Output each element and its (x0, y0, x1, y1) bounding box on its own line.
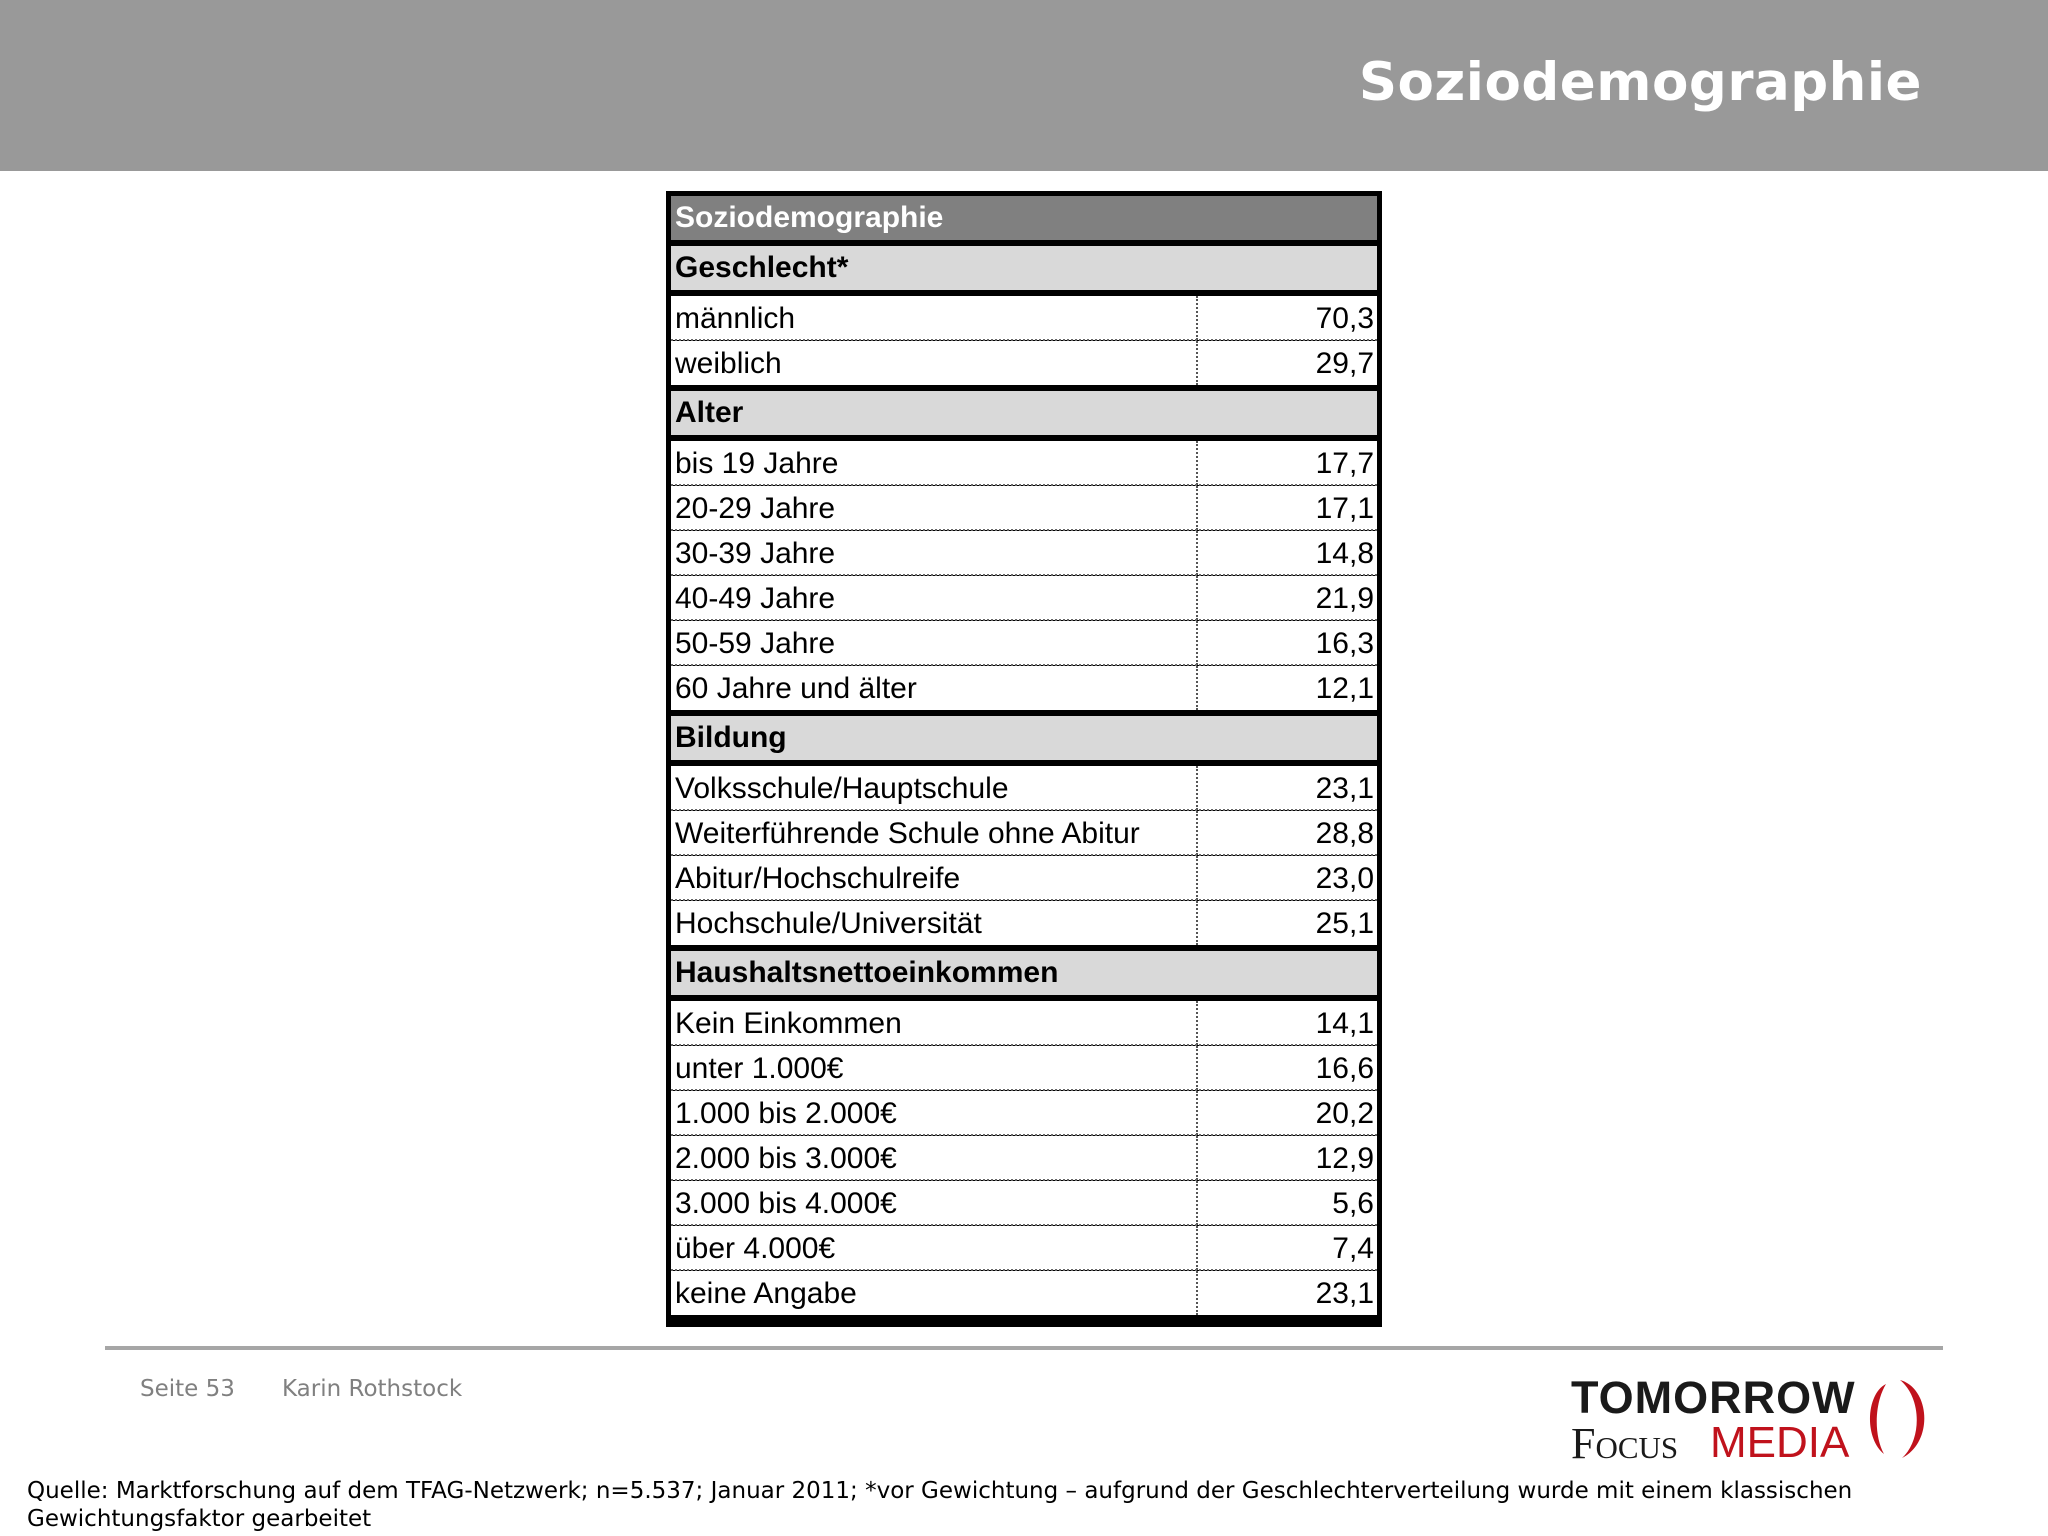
column-divider (1196, 766, 1198, 810)
row-value: 29,7 (1315, 347, 1374, 380)
author-name: Karin Rothstock (282, 1376, 463, 1402)
section-heading: Haushaltsnettoeinkommen (671, 951, 1377, 995)
row-divider (671, 1089, 1377, 1091)
row-label: Hochschule/Universität (675, 907, 982, 940)
logo-text-media: MEDIA (1710, 1418, 1850, 1467)
row-value: 21,9 (1315, 582, 1374, 615)
row-label: 60 Jahre und älter (675, 672, 917, 705)
row-divider (671, 854, 1377, 856)
table-row (671, 341, 1377, 385)
row-value: 23,0 (1315, 862, 1374, 895)
row-divider (671, 619, 1377, 621)
row-value: 14,8 (1315, 537, 1374, 570)
row-divider (671, 529, 1377, 531)
column-divider (1196, 576, 1198, 620)
table-row (671, 1136, 1377, 1180)
column-divider (1196, 1181, 1198, 1225)
row-divider (671, 1134, 1377, 1136)
row-value: 28,8 (1315, 817, 1374, 850)
row-label: 30-39 Jahre (675, 537, 836, 570)
sociodemographic-table (666, 191, 1382, 1327)
row-label: Kein Einkommen (675, 1007, 902, 1040)
table-row (671, 811, 1377, 855)
table-row (671, 486, 1377, 530)
row-value: 7,4 (1332, 1232, 1374, 1265)
row-value: 16,6 (1315, 1052, 1374, 1085)
row-divider (671, 1044, 1377, 1046)
table-row (671, 1271, 1377, 1315)
table-row (671, 1046, 1377, 1090)
row-value: 5,6 (1332, 1187, 1374, 1220)
row-divider (671, 899, 1377, 901)
logo-text-focus: Focus (1571, 1419, 1679, 1468)
logo-text-tomorrow: TOMORROW (1571, 1372, 1856, 1423)
row-divider (671, 1269, 1377, 1271)
column-divider (1196, 1271, 1198, 1315)
column-divider (1196, 1001, 1198, 1045)
column-divider (1196, 486, 1198, 530)
section-heading: Bildung (671, 716, 1377, 760)
page-number: Seite 53 (140, 1376, 235, 1402)
row-label: Weiterführende Schule ohne Abitur (675, 817, 1140, 850)
row-divider (671, 574, 1377, 576)
row-label: 40-49 Jahre (675, 582, 836, 615)
row-divider (671, 1179, 1377, 1181)
table-row (671, 666, 1377, 710)
table-row (671, 1001, 1377, 1045)
row-divider (671, 664, 1377, 666)
table-row (671, 766, 1377, 810)
row-label: 50-59 Jahre (675, 627, 836, 660)
table-row (671, 1226, 1377, 1270)
row-value: 23,1 (1315, 1277, 1374, 1310)
column-divider (1196, 901, 1198, 945)
table-row (671, 856, 1377, 900)
column-divider (1196, 856, 1198, 900)
column-divider (1196, 811, 1198, 855)
page-title: Soziodemographie (1358, 52, 1922, 113)
column-divider (1196, 441, 1198, 485)
source-note: Quelle: Marktforschung auf dem TFAG-Netzwerk; n=5.537; Januar 2011; *vor Gewichtung – aufgrund der Geschlechterverteilung wurde mit einem klassischen Gewichtungsfaktor gearbeitet (27, 1478, 1853, 1532)
row-label: unter 1.000€ (675, 1052, 844, 1085)
row-value: 20,2 (1315, 1097, 1374, 1130)
section-heading: Geschlecht* (671, 246, 1377, 290)
row-label: bis 19 Jahre (675, 447, 839, 480)
row-label: männlich (675, 302, 796, 335)
row-value: 70,3 (1315, 302, 1374, 335)
table-row (671, 901, 1377, 945)
column-divider (1196, 1226, 1198, 1270)
column-divider (1196, 1046, 1198, 1090)
row-value: 17,7 (1315, 447, 1374, 480)
row-divider (671, 1224, 1377, 1226)
row-divider (671, 484, 1377, 486)
column-divider (1196, 531, 1198, 575)
row-value: 12,1 (1315, 672, 1374, 705)
row-value: 14,1 (1315, 1007, 1374, 1040)
column-divider (1196, 1136, 1198, 1180)
row-label: 2.000 bis 3.000€ (675, 1142, 897, 1175)
table-title: Soziodemographie (671, 196, 1377, 240)
column-divider (1196, 621, 1198, 665)
row-label: Abitur/Hochschulreife (675, 862, 961, 895)
row-value: 12,9 (1315, 1142, 1374, 1175)
row-value: 23,1 (1315, 772, 1374, 805)
row-value: 16,3 (1315, 627, 1374, 660)
section-heading: Alter (671, 391, 1377, 435)
row-label: weiblich (675, 347, 782, 380)
row-label: 3.000 bis 4.000€ (675, 1187, 897, 1220)
table-row (671, 576, 1377, 620)
row-label: Volksschule/Hauptschule (675, 772, 1009, 805)
table-row (671, 621, 1377, 665)
row-label: 1.000 bis 2.000€ (675, 1097, 897, 1130)
table-body (671, 196, 1377, 1322)
row-value: 17,1 (1315, 492, 1374, 525)
row-value: 25,1 (1315, 907, 1374, 940)
logo-bracket-icon (1860, 1376, 1940, 1462)
table-row (671, 441, 1377, 485)
row-label: 20-29 Jahre (675, 492, 836, 525)
table-row (671, 531, 1377, 575)
footer-divider (105, 1346, 1943, 1350)
row-label: keine Angabe (675, 1277, 857, 1310)
header-bar (0, 0, 2048, 171)
tomorrow-focus-media-logo (1568, 1372, 1948, 1472)
row-divider (671, 809, 1377, 811)
table-row (671, 1091, 1377, 1135)
column-divider (1196, 1091, 1198, 1135)
column-divider (1196, 296, 1198, 340)
table-row (671, 296, 1377, 340)
column-divider (1196, 341, 1198, 385)
row-divider (671, 339, 1377, 341)
table-row (671, 1181, 1377, 1225)
row-label: über 4.000€ (675, 1232, 836, 1265)
column-divider (1196, 666, 1198, 710)
